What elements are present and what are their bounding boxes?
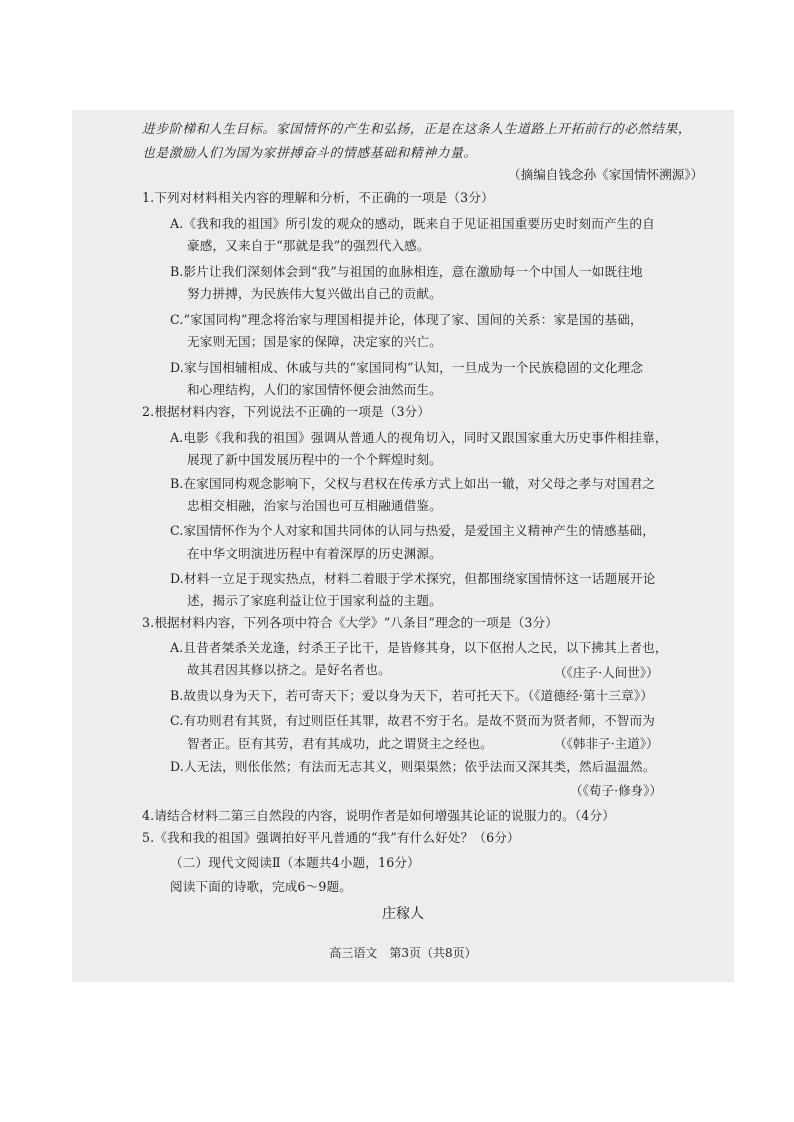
q1-option-a-line-1: A.《我和我的祖国》所引发的观众的感动，既来自于见证祖国重要历史时刻而产生的自 <box>170 216 655 231</box>
q1-option-d-line-2: 和心理结构，人们的家国情怀便会油然而生。 <box>187 382 442 397</box>
q1-stem: 1.下列对材料相关内容的理解和分析，不正确的一项是（3分） <box>142 190 494 205</box>
q1-option-b-line-1: B.影片让我们深刻体会到“我”与祖国的血脉相连，意在激励每一个中国人一如既往地 <box>170 264 643 279</box>
q2-stem: 2.根据材料内容，下列说法不正确的一项是（3分） <box>142 404 431 419</box>
q1-option-b-line-2: 努力拼搏，为民族伟大复兴做出自己的贡献。 <box>187 286 442 301</box>
intro-line-1: 进步阶梯和人生目标。家国情怀的产生和弘扬，正是在这条人生道路上开拓前行的必然结果， <box>142 122 692 137</box>
q3-option-b-line-1: B.故贵以身为天下，若可寄天下；爱以身为天下，若可托天下。（《道德经·第十三章》） <box>170 688 654 703</box>
section-instruction: 阅读下面的诗歌，完成6～9题。 <box>170 879 352 894</box>
q3-option-d-source: （《荀子·修身》） <box>570 783 663 798</box>
q2-option-d-line-2: 述，揭示了家庭利益让位于国家利益的主题。 <box>187 593 442 608</box>
q2-option-c-line-2: 在中华文明演进历程中有着深厚的历史渊源。 <box>187 546 442 561</box>
q3-option-c-line-2: 智者正。臣有其劳，君有其成功，此之谓贤主之经也。 <box>187 736 493 751</box>
intro-source: （摘编自钱念孙《家国情怀溯源》） <box>508 167 704 182</box>
q1-option-d-line-1: D.家与国相辅相成、休戚与共的“家国同构”认知，一旦成为一个民族稳固的文化理念 <box>170 360 644 375</box>
q5-stem: 5.《我和我的祖国》强调拍好平凡普通的“我”有什么好处？（6分） <box>142 830 520 845</box>
q4-stem: 4.请结合材料二第三自然段的内容，说明作者是如何增强其论证的说服力的。（4分） <box>142 808 615 823</box>
q3-option-a-source: （《庄子·人间世》） <box>554 665 659 680</box>
q3-stem: 3.根据材料内容，下列各项中符合《大学》“八条目”理念的一项是（3分） <box>142 615 558 630</box>
section-heading: （二）现代文阅读Ⅱ（本题共4小题，16分） <box>170 855 420 870</box>
q1-option-c-line-1: C.“家国同构”理念将治家与理国相提并论，体现了家、国间的关系：家是国的基础， <box>170 312 643 327</box>
q2-option-a-line-2: 展现了新中国发展历程中的一个个辉煌时刻。 <box>187 452 442 467</box>
q3-option-a-line-1: A.且昔者桀杀关龙逢，纣杀王子比干，是皆修其身，以下伛拊人之民，以下拂其上者也， <box>170 640 668 655</box>
q3-option-c-source: （《韩非子·主道》） <box>554 736 659 751</box>
q1-option-a-line-2: 豪感，又来自于“那就是我”的强烈代入感。 <box>187 238 430 253</box>
q3-option-c-line-1: C.有功则君有其贤，有过则臣任其罪，故君不穷于名。是故不贤而为贤者师，不智而为 <box>170 713 656 728</box>
q2-option-b-line-2: 忠相交相融，治家与治国也可互相融通借鉴。 <box>187 498 442 513</box>
q3-option-a-line-2: 故其君因其修以挤之。是好名者也。 <box>187 662 391 677</box>
q2-option-d-line-1: D.材料一立足于现实热点，材料二着眼于学术探究，但都围绕家国情怀这一话题展开论 <box>170 571 656 586</box>
scanned-exam-page <box>72 110 734 982</box>
q2-option-b-line-1: B.在家国同构观念影响下，父权与君权在传承方式上如出一辙，对父母之孝与对国君之 <box>170 476 656 491</box>
q1-option-c-line-2: 无家则无国；国是家的保障，决定家的兴亡。 <box>187 334 442 349</box>
intro-line-2: 也是激励人们为国为家拼搏奋斗的情感基础和精神力量。 <box>142 146 477 161</box>
poem-title: 庄稼人 <box>382 906 424 922</box>
q3-option-d-line-1: D.人无法，则伥伥然；有法而无志其义，则渠渠然；依乎法而又深其类，然后温温然。 <box>170 759 656 774</box>
page-footer: 高三语文 第3页（共8页） <box>329 946 477 960</box>
q2-option-a-line-1: A.电影《我和我的祖国》强调从普通人的视角切入，同时又跟国家重大历史事件相挂靠， <box>170 430 668 445</box>
q2-option-c-line-1: C.家国情怀作为个人对家和国共同体的认同与热爱，是爱国主义精神产生的情感基础， <box>170 523 656 538</box>
